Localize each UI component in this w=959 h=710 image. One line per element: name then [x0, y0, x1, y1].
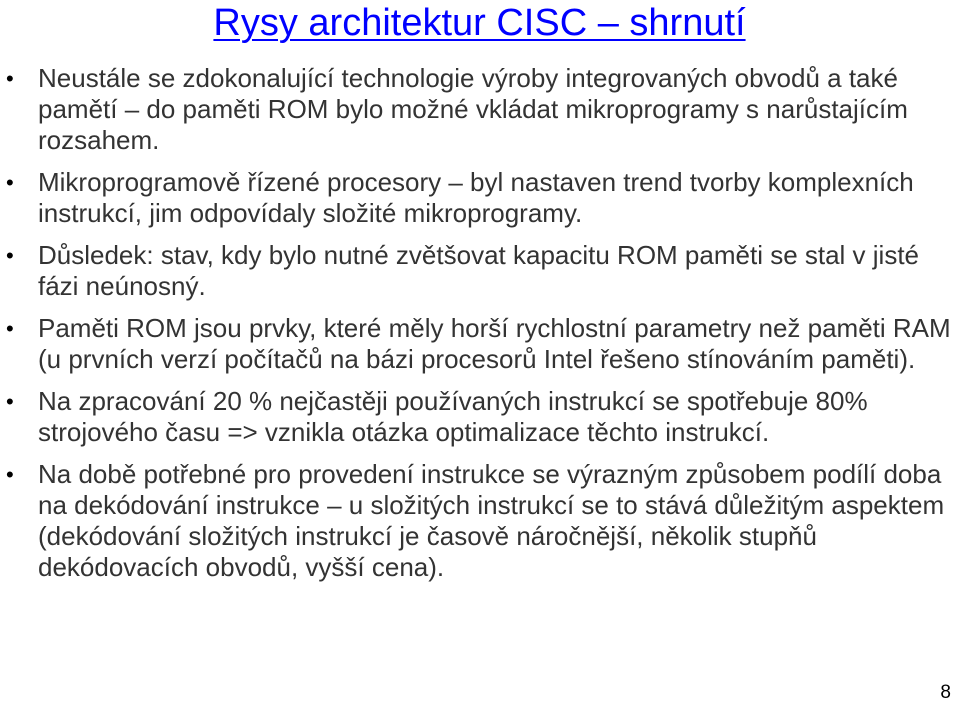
bullet-text: Neustále se zdokonalující technologie výroby integrovaných obvodů a také pamětí – do paměti ROM bylo možné vkládat mikroprogramy s narůstajícím rozsahem. [38, 63, 908, 155]
bullet-dot-icon: • [6, 66, 14, 91]
bullet-dot-icon: • [6, 462, 14, 487]
page-number: 8 [940, 682, 951, 703]
bullet-text: Paměti ROM jsou prvky, které měly horší rychlostní parametry než paměti RAM (u prvních verzí počítačů na bázi procesorů Intel řešeno stínováním paměti). [38, 313, 951, 374]
bullet-text: Důsledek: stav, kdy bylo nutné zvětšovat kapacitu ROM paměti se stal v jisté fázi neúnosný. [38, 240, 920, 301]
bullet-dot-icon: • [6, 243, 14, 268]
bullet-item [0, 313, 959, 375]
bullet-dot-icon: • [6, 389, 14, 414]
bullet-dot-icon: • [6, 316, 14, 341]
bullet-item [0, 63, 959, 156]
bullet-dot-icon: • [6, 170, 14, 195]
bullet-item [0, 167, 959, 229]
bullet-text: Mikroprogramově řízené procesory – byl nastaven trend tvorby komplexních instrukcí, jim odpovídaly složité mikroprogramy. [38, 167, 914, 228]
bullet-list [0, 63, 959, 594]
bullet-text: Na zpracování 20 % nejčastěji používaných instrukcí se spotřebuje 80% strojového času => vznikla otázka optimalizace těchto instrukcí. [38, 386, 868, 447]
bullet-text: Na době potřebné pro provedení instrukce se výrazným způsobem podílí doba na dekódování instrukce – u složitých instrukcí se to stává důležitým aspektem (dekódování složitých instrukcí je časově náročnější, několik stupňů dekódovacích obvodů, vyšší cena). [38, 459, 945, 582]
slide-title: Rysy architektur CISC – shrnutí [213, 2, 746, 44]
bullet-item [0, 459, 959, 583]
bullet-item [0, 240, 959, 302]
bullet-item [0, 386, 959, 448]
